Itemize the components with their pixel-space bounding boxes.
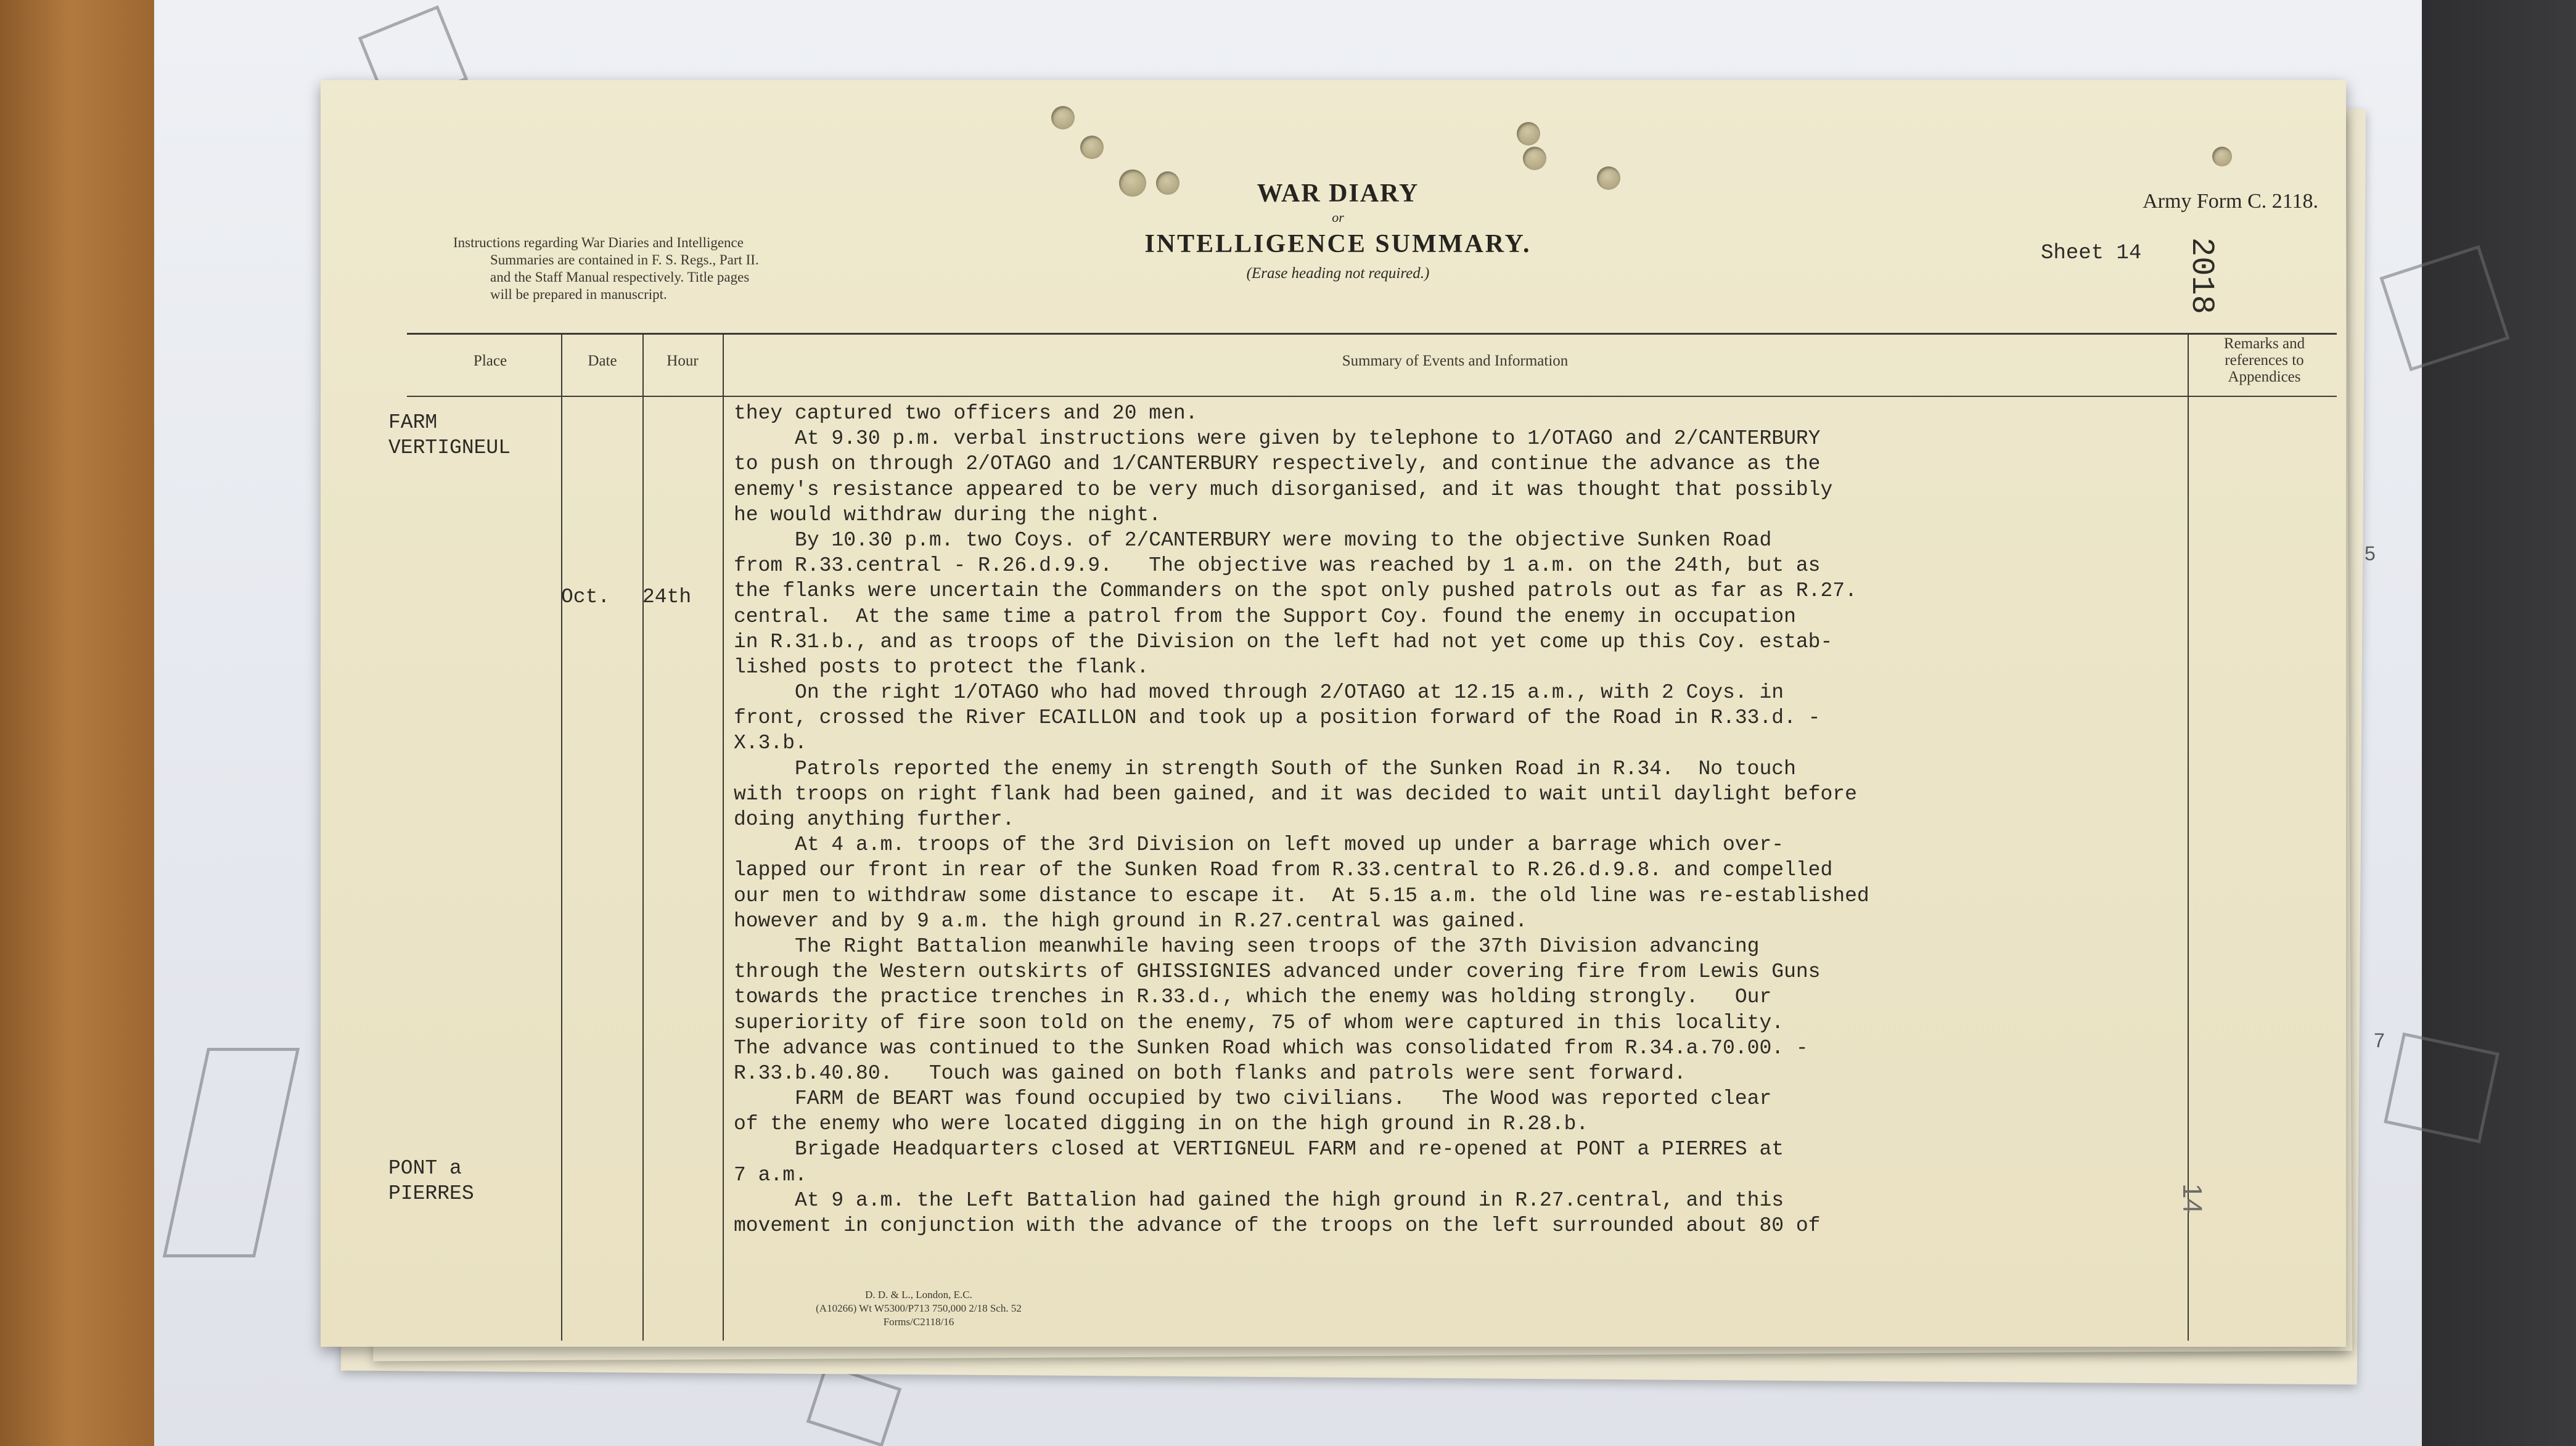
column-header-date: Date [588, 353, 617, 369]
summary-line: The advance was continued to the Sunken Road which was consolidated from R.34.a.70.00. - [734, 1036, 1808, 1060]
summary-line: lapped our front in rear of the Sunken Road from R.33.central to R.26.d.9.8. and compelled [734, 859, 1833, 882]
place-entry [388, 410, 573, 460]
imprint-line: D. D. & L., London, E.C. [865, 1289, 972, 1301]
punch-hole [1597, 166, 1620, 190]
summary-line: Patrols reported the enemy in strength South of the Sunken Road in R.34. No touch [734, 757, 1796, 780]
summary-line: FARM de BEART was found occupied by two civilians. The Wood was reported clear [734, 1087, 1772, 1111]
summary-text [734, 401, 2213, 1238]
summary-line: he would withdraw during the night. [734, 503, 1162, 526]
summary-line: the flanks were uncertain the Commanders on the spot only pushed patrols out as far as R.27. [734, 579, 1857, 603]
title-war-diary: WAR DIARY [1257, 179, 1419, 208]
summary-line: Brigade Headquarters closed at VERTIGNEUL FARM and re-opened at PONT a PIERRES at [734, 1138, 1784, 1161]
army-form-number: Army Form C. 2118. [2143, 190, 2318, 213]
summary-line: they captured two officers and 20 men. [734, 402, 1198, 425]
sheet-number: Sheet 14 [2041, 242, 2142, 265]
remarks-header-line: Remarks and [2223, 335, 2305, 352]
summary-line: 7 a.m. [734, 1163, 807, 1187]
summary-line: At 9.30 p.m. verbal instructions were given by telephone to 1/OTAGO and 2/CANTERBURY [734, 427, 1821, 451]
place-entry [388, 1156, 573, 1206]
table-header-rule [407, 396, 2337, 397]
col-divider-date [642, 333, 644, 1341]
summary-line: towards the practice trenches in R.33.d., which the enemy was holding strongly. Our [734, 986, 1772, 1009]
title-or: or [1332, 210, 1344, 225]
summary-line: On the right 1/OTAGO who had moved through 2/OTAGO at 12.15 a.m., with 2 Coys. in [734, 681, 1784, 705]
printer-imprint [795, 1288, 1042, 1329]
table-top-rule [407, 333, 2337, 335]
place-line: PONT a [388, 1157, 462, 1180]
summary-line: however and by 9 a.m. the high ground in R.27.central was gained. [734, 909, 1528, 933]
summary-line: superiority of fire soon told on the enemy, 75 of whom were captured in this locality. [734, 1011, 1784, 1034]
summary-line: in R.31.b., and as troops of the Division on the left had not yet come up this Coy. estab- [734, 630, 1833, 653]
margin-mark: 5 [2365, 542, 2376, 565]
margin-mark: 7 [2374, 1029, 2385, 1052]
column-header-summary: Summary of Events and Information [1342, 353, 1569, 369]
col-divider-hour [723, 333, 724, 1341]
instruction-line: Summaries are contained in F. S. Regs., Part II. [490, 252, 759, 268]
summary-line: At 9 a.m. the Left Battalion had gained the high ground in R.27.central, and this [734, 1188, 1784, 1212]
punch-hole [1051, 106, 1075, 129]
summary-line: with troops on right flank had been gained, and it was decided to wait until daylight before [734, 782, 1857, 806]
folio-stamp: 2018 [2183, 237, 2220, 314]
remarks-header-line: references to [2225, 352, 2304, 369]
summary-line: front, crossed the River ECAILLON and took up a position forward of the Road in R.33.d. - [734, 706, 1821, 730]
dark-surface-right [2422, 0, 2576, 1446]
pencil-page-number: 14 [2177, 1183, 2207, 1214]
imprint-line: (A10266) Wt W5300/P713 750,000 2/18 Sch. 52 Forms/C2118/16 [816, 1302, 1022, 1328]
instruction-line: Instructions regarding War Diaries and Intelligence [453, 235, 744, 250]
summary-line: through the Western outskirts of GHISSIGNIES advanced under covering fire from Lewis Guns [734, 960, 1821, 984]
summary-line: from R.33.central - R.26.d.9.9. The objective was reached by 1 a.m. on the 24th, but as [734, 554, 1821, 578]
war-diary-sheet [321, 80, 2346, 1347]
summary-line: At 4 a.m. troops of the 3rd Division on left moved up under a barrage which over- [734, 833, 1784, 857]
summary-line: The Right Battalion meanwhile having seen troops of the 37th Division advancing [734, 934, 1760, 958]
punch-hole [1080, 136, 1104, 159]
place-line: FARM [388, 411, 438, 434]
summary-line: X.3.b. [734, 732, 807, 755]
summary-line: R.33.b.40.80. Touch was gained on both flanks and patrols were sent forward. [734, 1061, 1686, 1085]
date-entry: Oct. [561, 586, 610, 608]
hour-entry: 24th [642, 586, 692, 608]
form-instructions [453, 234, 922, 303]
title-note: (Erase heading not required.) [1246, 265, 1430, 282]
column-header-remarks [2192, 335, 2337, 385]
form-title-block [1091, 179, 1585, 282]
title-intelligence-summary: INTELLIGENCE SUMMARY. [1144, 230, 1532, 258]
remarks-header-line: Appendices [2228, 369, 2301, 385]
summary-line: doing anything further. [734, 808, 1015, 831]
summary-line: lished posts to protect the flank. [734, 655, 1149, 679]
instruction-line: and the Staff Manual respectively. Title pages [490, 269, 750, 285]
punch-hole [1523, 147, 1546, 170]
summary-line: enemy's resistance appeared to be very much disorganised, and it was thought that possibly [734, 478, 1833, 501]
summary-line: central. At the same time a patrol from the Support Coy. found the enemy in occupation [734, 605, 1796, 628]
summary-line: our men to withdraw some distance to escape it. At 5.15 a.m. the old line was re-established [734, 884, 1869, 907]
instruction-line: will be prepared in manuscript. [490, 287, 667, 302]
punch-hole [2212, 147, 2232, 166]
summary-line: movement in conjunction with the advance of the troops on the left surrounded about 80 of [734, 1214, 1821, 1237]
place-line: VERTIGNEUL [388, 436, 511, 459]
column-header-hour: Hour [667, 353, 699, 369]
place-line: PIERRES [388, 1182, 474, 1205]
summary-line: to push on through 2/OTAGO and 1/CANTERBURY respectively, and continue the advance as the [734, 452, 1821, 476]
punch-hole [1517, 122, 1540, 145]
summary-line: of the enemy who were located digging in on the high ground in R.28.b. [734, 1113, 1589, 1136]
wooden-desk-left [0, 0, 157, 1446]
column-header-place: Place [473, 353, 507, 369]
summary-line: By 10.30 p.m. two Coys. of 2/CANTERBURY were moving to the objective Sunken Road [734, 528, 1772, 552]
